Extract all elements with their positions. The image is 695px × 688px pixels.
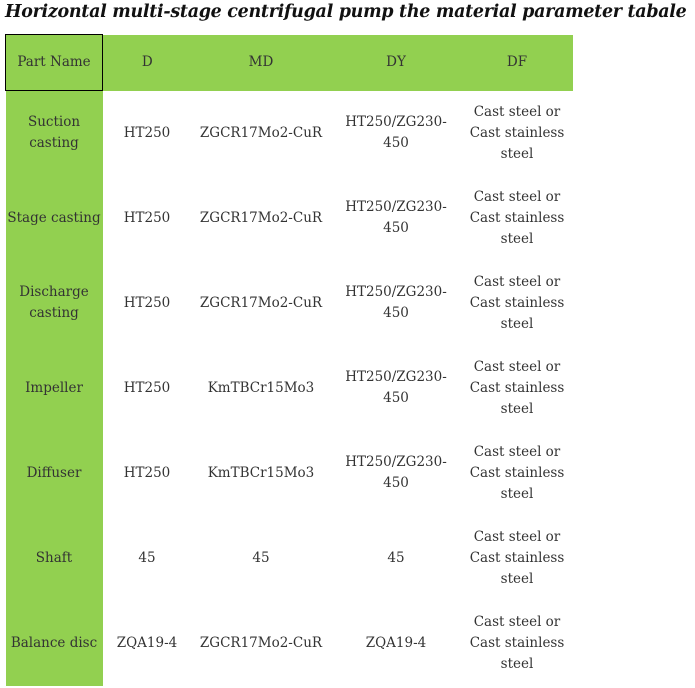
part-name-cell (6, 346, 103, 431)
dy-text: HT250/ZG230-450 (345, 369, 447, 406)
part-name-text: Discharge casting (19, 284, 89, 321)
df-text: Cast steel or Cast stainless steel (469, 443, 565, 502)
table-row (6, 91, 573, 176)
part-name-text: Balance disc (10, 634, 98, 651)
md-cell: KmTBCr15Mo3 (192, 431, 331, 516)
header-md: MD (192, 35, 331, 91)
header-df: DF (462, 35, 573, 91)
dy-text: HT250/ZG230-450 (345, 199, 447, 236)
header-dy: DY (331, 35, 462, 91)
table-row (6, 601, 573, 686)
part-name-text: Impeller (25, 379, 83, 396)
d-cell: HT250 (103, 91, 192, 176)
part-name-cell (6, 91, 103, 176)
part-name-text: Shaft (35, 549, 73, 566)
table-header-row (6, 35, 573, 91)
dy-text: HT250/ZG230-450 (345, 454, 447, 491)
part-name-text: Diffuser (26, 464, 82, 481)
part-name-cell (6, 516, 103, 601)
part-name-cell (6, 601, 103, 686)
md-cell: ZGCR17Mo2-CuR (192, 176, 331, 261)
md-cell: KmTBCr15Mo3 (192, 346, 331, 431)
df-cell (462, 516, 573, 601)
dy-cell: ZQA19-4 (331, 601, 462, 686)
df-text: Cast steel or Cast stainless steel (469, 613, 565, 672)
dy-cell (331, 261, 462, 346)
table-row (6, 346, 573, 431)
table-row (6, 176, 573, 261)
dy-text: HT250/ZG230-450 (345, 114, 447, 151)
dy-text: HT250/ZG230-450 (345, 284, 447, 321)
dy-cell (331, 176, 462, 261)
table-row (6, 431, 573, 516)
df-cell (462, 346, 573, 431)
md-cell: 45 (192, 516, 331, 601)
page-title: Horizontal multi-stage centrifugal pump the material parameter tabale (5, 2, 687, 22)
part-name-cell (6, 431, 103, 516)
df-cell (462, 261, 573, 346)
table-row (6, 261, 573, 346)
part-name-cell (6, 261, 103, 346)
md-cell: ZGCR17Mo2-CuR (192, 601, 331, 686)
df-cell (462, 601, 573, 686)
df-cell (462, 91, 573, 176)
d-cell: HT250 (103, 346, 192, 431)
dy-cell: 45 (331, 516, 462, 601)
md-cell: ZGCR17Mo2-CuR (192, 261, 331, 346)
part-name-cell (6, 176, 103, 261)
table-row (6, 516, 573, 601)
dy-cell (331, 346, 462, 431)
d-cell: HT250 (103, 261, 192, 346)
d-cell: HT250 (103, 176, 192, 261)
df-cell (462, 431, 573, 516)
df-text: Cast steel or Cast stainless steel (469, 188, 565, 247)
part-name-text: Suction casting (27, 114, 81, 152)
d-cell: HT250 (103, 431, 192, 516)
df-cell (462, 176, 573, 261)
d-cell: ZQA19-4 (103, 601, 192, 686)
md-cell: ZGCR17Mo2-CuR (192, 91, 331, 176)
d-cell: 45 (103, 516, 192, 601)
df-text: Cast steel or Cast stainless steel (469, 358, 565, 417)
header-d: D (103, 35, 192, 91)
header-part-name: Part Name (6, 35, 103, 91)
part-name-text: Stage casting (7, 209, 101, 226)
dy-cell (331, 431, 462, 516)
material-parameter-table (5, 34, 573, 686)
df-text: Cast steel or Cast stainless steel (469, 273, 565, 332)
df-text: Cast steel or Cast stainless steel (469, 103, 565, 162)
df-text: Cast steel or Cast stainless steel (469, 528, 565, 587)
dy-cell (331, 91, 462, 176)
